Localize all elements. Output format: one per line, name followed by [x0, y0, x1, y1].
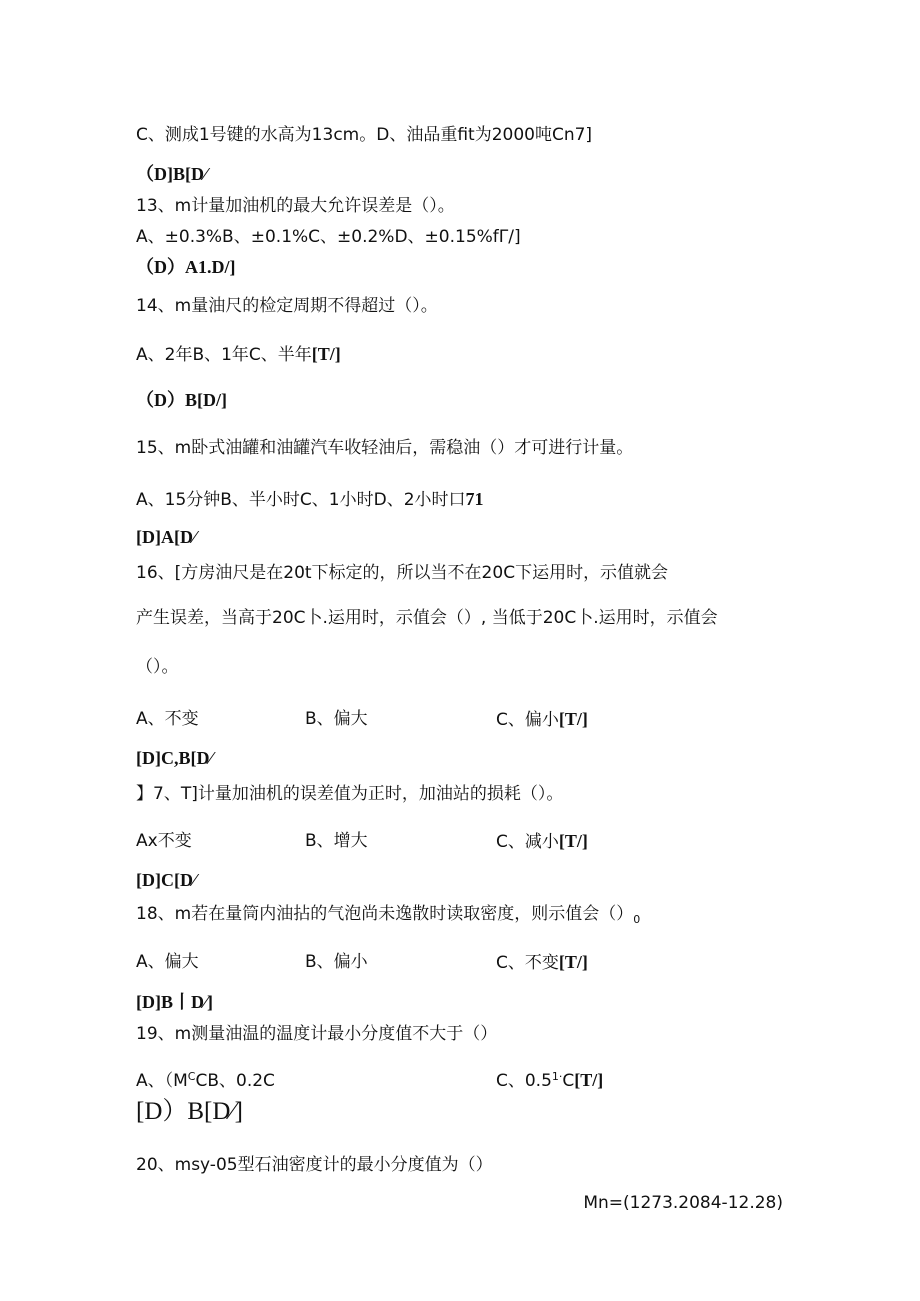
- question-17-option-c-text: C、减小: [496, 832, 559, 852]
- question-17-option-b: B、增大: [305, 831, 368, 851]
- question-16-text-line-3: （）。: [136, 657, 179, 677]
- question-16-text-line-1: 16、[方房油尺是在20t下标定的，所以当不在20C下运用时，示值就会: [136, 563, 669, 583]
- question-17-option-c: [496, 830, 588, 853]
- question-17-option-a: Ax不变: [136, 831, 192, 851]
- question-18-type-tag: [T/]: [558, 952, 588, 972]
- question-19-answer: [D）B[D⁄]: [136, 1098, 243, 1125]
- question-18-option-c: [496, 951, 588, 974]
- question-16-type-tag: [T/]: [558, 709, 588, 729]
- question-19-option-a-suffix: CB、0.2C: [195, 1071, 275, 1091]
- question-19-option-a-superscript: C: [187, 1070, 196, 1083]
- question-19-text: 19、m测量油温的温度计最小分度值不大于（）: [136, 1024, 498, 1044]
- question-16-option-c-text: C、偏小: [496, 710, 559, 730]
- question-16-option-b: B、偏大: [305, 709, 368, 729]
- question-18-option-b: B、偏小: [305, 952, 368, 972]
- question-15-text: 15、m卧式油罐和油罐汽车收轻油后，需稳油（）才可进行计量。: [136, 438, 634, 458]
- question-19-option-a: [136, 1066, 275, 1092]
- question-18-answer: [D]B丨D⁄]: [136, 992, 213, 1012]
- question-15-answer: [D]A[D⁄: [136, 527, 196, 547]
- question-14-answer: （D）B[D/]: [136, 390, 227, 410]
- footer-formula: Mn=(1273.2084-12.28): [583, 1193, 783, 1213]
- question-17-type-tag: [T/]: [558, 831, 588, 851]
- question-19-option-c-suffix: C: [562, 1071, 575, 1091]
- question-13-answer: （D）A1.D/]: [136, 257, 236, 277]
- question-19-option-c-superscript: 1·: [551, 1070, 563, 1083]
- question-18-option-a: A、偏大: [136, 952, 199, 972]
- question-15-type-tag: 71: [465, 489, 484, 509]
- question-12-option-line: C、测成1号键的水高为13cm。D、油品重fit为2000吨Cn7]: [136, 125, 593, 145]
- question-17-answer: [D]C[D⁄: [136, 870, 196, 890]
- question-16-answer: [D]C,B[D⁄: [136, 748, 213, 768]
- question-19-option-c-prefix: C、0.5: [496, 1071, 552, 1091]
- question-12-answer: （D]B[D⁄: [136, 164, 207, 184]
- question-18-subscript: 0: [633, 913, 641, 926]
- question-14-type-tag: [T/]: [311, 344, 341, 364]
- question-16-text-line-2: 产生误差，当高于20C卜.运用时，示值会（）, 当低于20C卜.运用时，示值会: [136, 608, 718, 628]
- question-13-options: A、±0.3%B、±0.1%C、±0.2%D、±0.15%fΓ/]: [136, 227, 521, 247]
- question-19-option-a-prefix: A、（M: [136, 1071, 188, 1091]
- question-18-text-main: 18、m若在量筒内油拈的气泡尚未逸散时读取密度，则示值会（）: [136, 904, 634, 924]
- question-13-text: 13、m计量加油机的最大允许误差是（）。: [136, 196, 455, 216]
- question-19-type-tag: [T/]: [574, 1070, 604, 1090]
- question-14-options-text: A、2年B、1年C、半年: [136, 345, 312, 365]
- question-17-text: 】7、T]计量加油机的误差值为正时，加油站的损耗（）。: [136, 784, 564, 804]
- question-18-option-c-text: C、不变: [496, 953, 559, 973]
- question-18-text: [136, 903, 640, 931]
- question-20-text: 20、msy-05型石油密度计的最小分度值为（）: [136, 1155, 493, 1175]
- question-19-option-c: [496, 1066, 603, 1092]
- question-16-option-c: [496, 708, 588, 731]
- question-14-options: [136, 343, 341, 366]
- question-14-text: 14、m量油尺的检定周期不得超过（）。: [136, 296, 438, 316]
- question-15-options-text: A、15分钟B、半小时C、1小时D、2小时口: [136, 490, 466, 510]
- question-15-options: [136, 488, 484, 511]
- question-16-option-a: A、不变: [136, 709, 199, 729]
